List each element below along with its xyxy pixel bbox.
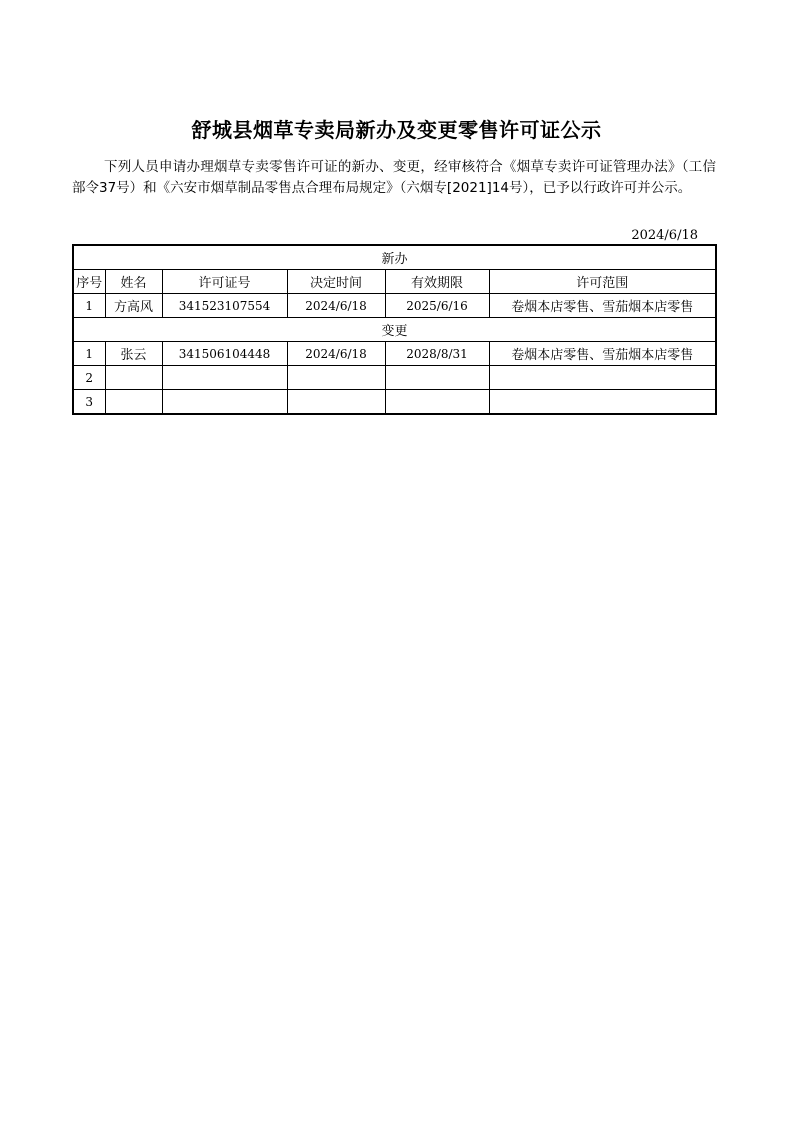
cell-valid-until: 2028/8/31 (385, 342, 489, 366)
cell-valid-until: 2025/6/16 (385, 294, 489, 318)
publish-date: 2024/6/18 (631, 228, 698, 243)
section-label-change: 变更 (73, 318, 716, 342)
cell-license-number (162, 366, 287, 390)
cell-index: 1 (73, 294, 105, 318)
cell-name: 张云 (105, 342, 162, 366)
column-header-row (73, 270, 716, 294)
cell-name (105, 390, 162, 415)
cell-name: 方高风 (105, 294, 162, 318)
column-header-index: 序号 (73, 270, 105, 294)
column-header-valid-until: 有效期限 (385, 270, 489, 294)
column-header-license-number: 许可证号 (162, 270, 287, 294)
cell-valid-until (385, 366, 489, 390)
cell-valid-until (385, 390, 489, 415)
table-row (73, 390, 716, 415)
cell-index: 2 (73, 366, 105, 390)
section-header-row (73, 245, 716, 270)
table-row (73, 342, 716, 366)
intro-paragraph: 下列人员申请办理烟草专卖零售许可证的新办、变更，经审核符合《烟草专卖许可证管理办法》（工信部令37号）和《六安市烟草制品零售点合理布局规定》（六烟专[2021]14号），已予以行政许可并公示。 (72, 159, 716, 196)
cell-index: 1 (73, 342, 105, 366)
page-title: 舒城县烟草专卖局新办及变更零售许可证公示 (191, 118, 602, 142)
cell-license-number: 341506104448 (162, 342, 287, 366)
cell-decision-date: 2024/6/18 (287, 294, 385, 318)
cell-license-scope (489, 366, 716, 390)
cell-license-number: 341523107554 (162, 294, 287, 318)
cell-index: 3 (73, 390, 105, 415)
column-header-license-scope: 许可范围 (489, 270, 716, 294)
table-row (73, 366, 716, 390)
cell-name (105, 366, 162, 390)
column-header-decision-date: 决定时间 (287, 270, 385, 294)
cell-decision-date (287, 390, 385, 415)
column-header-name: 姓名 (105, 270, 162, 294)
cell-license-scope (489, 390, 716, 415)
cell-license-number (162, 390, 287, 415)
section-header-row (73, 318, 716, 342)
cell-license-scope: 卷烟本店零售、雪茄烟本店零售 (489, 342, 716, 366)
cell-decision-date: 2024/6/18 (287, 342, 385, 366)
table-row (73, 294, 716, 318)
license-table (72, 244, 717, 415)
cell-license-scope: 卷烟本店零售、雪茄烟本店零售 (489, 294, 716, 318)
cell-decision-date (287, 366, 385, 390)
section-label-new: 新办 (73, 245, 716, 270)
